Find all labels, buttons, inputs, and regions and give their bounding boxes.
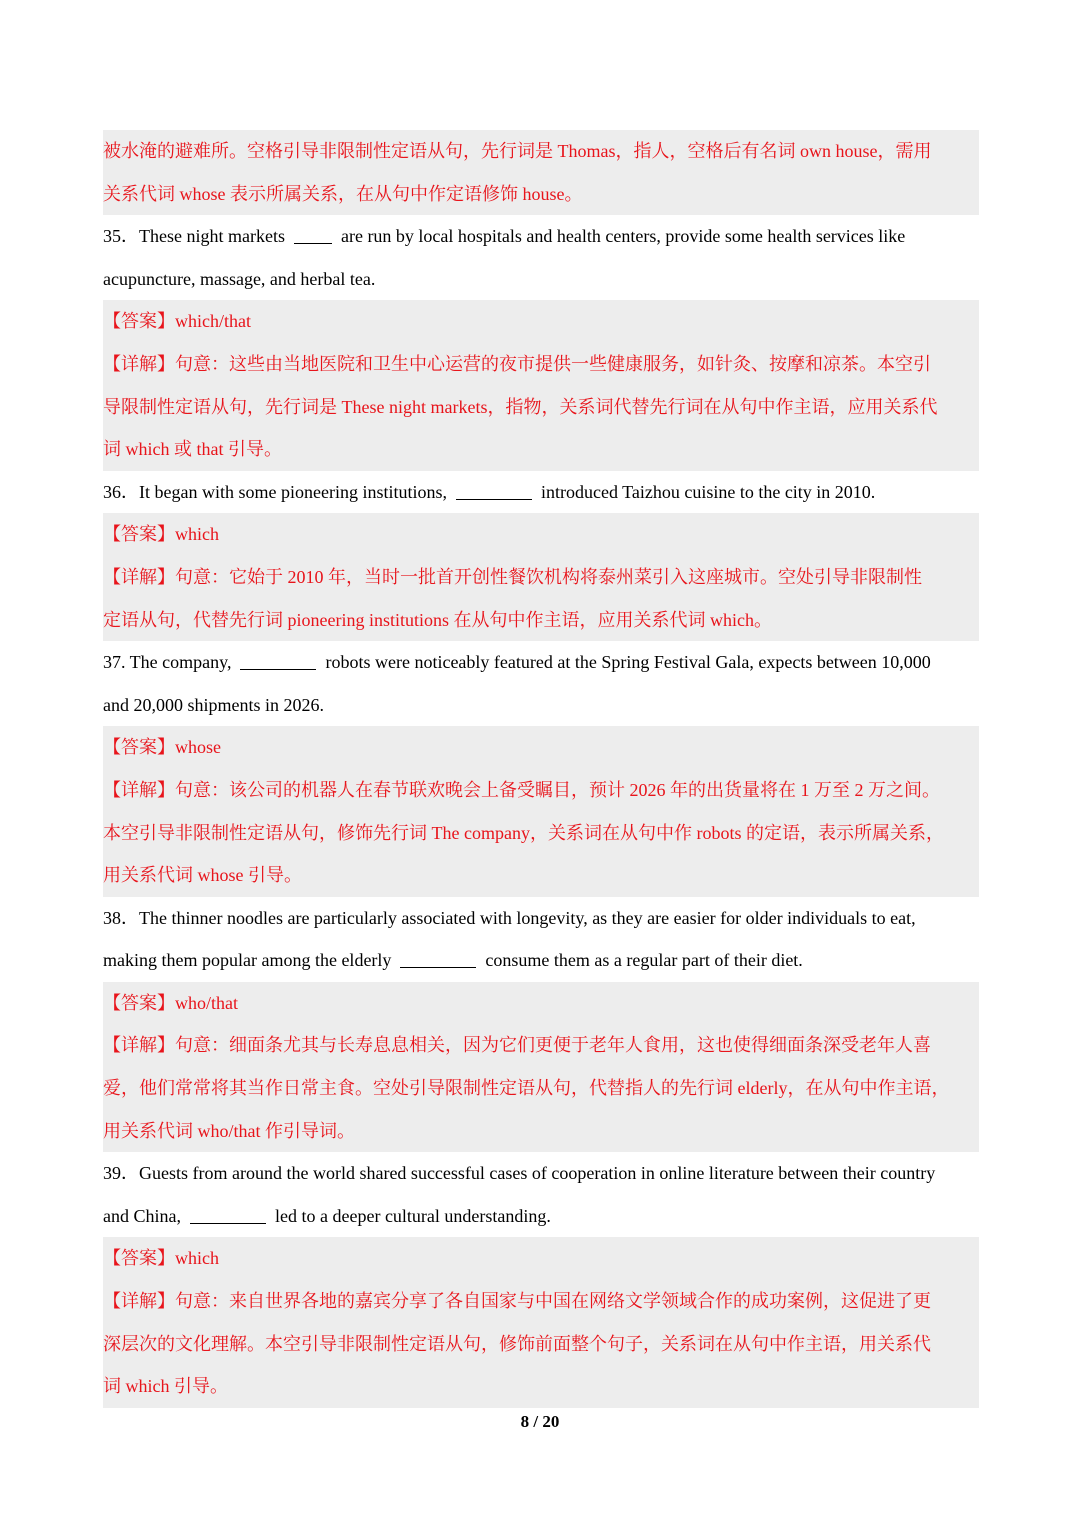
explanation-line: 词 which 或 that 引导。 xyxy=(103,439,282,460)
question-text: introduced Taizhou cuisine to the city in 2010. xyxy=(540,481,876,502)
answer-box xyxy=(103,726,979,896)
explanation-line: 关系代词 whose 表示所属关系，在从句中作定语修饰 house。 xyxy=(103,183,583,204)
explanation-line: 定语从句，代替先行词 pioneering institutions 在从句中作主语，应用关系代词 which。 xyxy=(103,609,772,630)
answer-box xyxy=(103,1237,979,1407)
explanation-line: 被水淹的避难所。空格引导非限制性定语从句，先行词是 Thomas，指人，空格后有名词 own house，需用 xyxy=(103,141,932,161)
explanation-line: 【详解】句意：来自世界各地的嘉宾分享了各自国家与中国在网络文学领域合作的成功案例，这促进了更 xyxy=(103,1291,931,1312)
explanation-line: 用关系代词 whose 引导。 xyxy=(103,865,302,886)
answer-line: 【答案】which/that xyxy=(103,311,251,332)
question-line: and 20,000 shipments in 2026. xyxy=(103,694,324,715)
answer-box xyxy=(103,300,979,470)
question-text: robots were noticeably featured at the Spring Festival Gala, expects between 10,000 xyxy=(325,652,931,673)
explanation-line: 导限制性定语从句，先行词是 These night markets，指物，关系词代替先行词在从句中作主语，应用关系代 xyxy=(103,396,938,417)
question-line xyxy=(103,641,979,684)
answer-blank xyxy=(240,649,316,670)
explanation-line: 本空引导非限制性定语从句，修饰先行词 The company，关系词在从句中作 robots 的定语，表示所属关系， xyxy=(103,822,944,843)
answer-blank xyxy=(294,223,332,244)
question-text: 37. The company, xyxy=(103,652,232,673)
explanation-line: 用关系代词 who/that 作引导词。 xyxy=(103,1120,355,1141)
answer-blank xyxy=(456,479,532,500)
answer-blank xyxy=(400,947,476,968)
question-text: and China, xyxy=(103,1205,181,1226)
explanation-line: 【详解】句意：该公司的机器人在春节联欢晚会上备受瞩目，预计 2026 年的出货量将在 1 万至 2 万之间。 xyxy=(103,779,940,800)
question-line xyxy=(103,215,979,258)
explanation-line: 词 which 引导。 xyxy=(103,1376,228,1397)
question-35 xyxy=(103,215,979,471)
explanation-line: 爱，他们常常将其当作日常主食。空处引导限制性定语从句，代替指人的先行词 elderly，在从句中作主语， xyxy=(103,1078,950,1099)
answer-box xyxy=(103,982,979,1152)
answer-box xyxy=(103,513,979,641)
question-line xyxy=(103,939,979,982)
question-36 xyxy=(103,471,979,641)
question-39 xyxy=(103,1152,979,1408)
question-38 xyxy=(103,897,979,1153)
question-text: are run by local hospitals and health centers, provide some health services like xyxy=(340,226,906,247)
explanation-line: 【详解】句意：它始于 2010 年，当时一批首开创性餐饮机构将泰州菜引入这座城市。空处引导非限制性 xyxy=(103,566,922,587)
answer-line: 【答案】who/that xyxy=(103,992,238,1013)
question-line xyxy=(103,1195,979,1238)
page-number: 8 / 20 xyxy=(520,1412,560,1431)
answer-blank xyxy=(190,1203,266,1224)
question-text: led to a deeper cultural understanding. xyxy=(275,1205,551,1226)
prev-explanation xyxy=(103,130,979,215)
question-line xyxy=(103,471,979,514)
question-line: 39．Guests from around the world shared successful cases of cooperation in online literature between their country xyxy=(103,1163,936,1184)
question-37 xyxy=(103,641,979,897)
explanation-line: 【详解】句意：细面条尤其与长寿息息相关，因为它们更便于老年人食用，这也使得细面条深受老年人喜 xyxy=(103,1035,931,1056)
explanation-line: 【详解】句意：这些由当地医院和卫生中心运营的夜市提供一些健康服务，如针灸、按摩和凉茶。本空引 xyxy=(103,353,931,374)
document-body xyxy=(103,130,979,1408)
question-text: 36．It began with some pioneering institutions, xyxy=(103,481,447,502)
question-line: acupuncture, massage, and herbal tea. xyxy=(103,268,376,289)
answer-line: 【答案】which xyxy=(103,1248,219,1269)
answer-line: 【答案】whose xyxy=(103,737,221,758)
question-line: 38．The thinner noodles are particularly associated with longevity, as they are easier for older individuals to eat, xyxy=(103,907,916,928)
answer-line: 【答案】which xyxy=(103,524,219,545)
question-text: 35．These night markets xyxy=(103,226,285,247)
question-text: making them popular among the elderly xyxy=(103,950,392,971)
question-text: consume them as a regular part of their diet. xyxy=(485,950,803,971)
explanation-line: 深层次的文化理解。本空引导非限制性定语从句，修饰前面整个句子，关系词在从句中作主语，用关系代 xyxy=(103,1333,931,1354)
